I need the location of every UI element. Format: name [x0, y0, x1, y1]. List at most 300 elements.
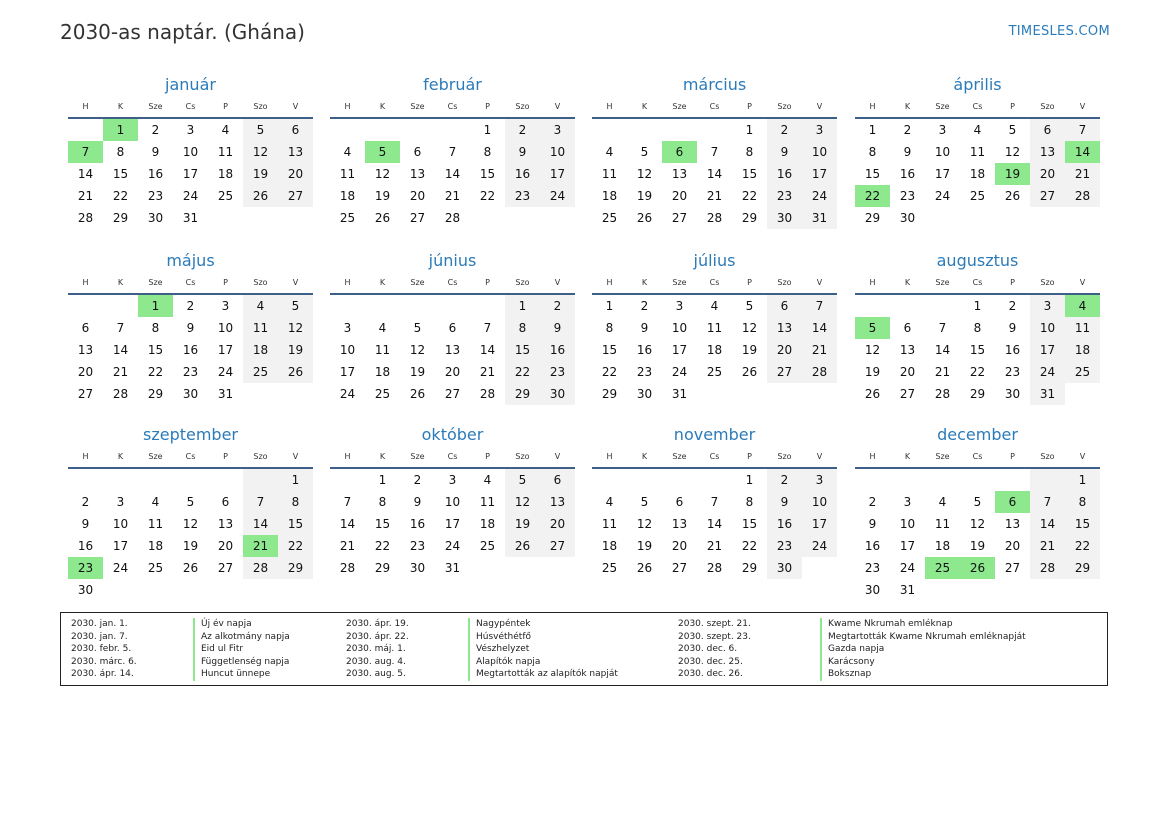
- weekday-label: Sze: [935, 102, 950, 111]
- day-cell: 22: [479, 189, 496, 203]
- day-cell: 24: [112, 561, 129, 575]
- day-cell: 11: [147, 517, 164, 531]
- day-cell: 11: [969, 145, 986, 159]
- day-cell: 13: [540, 491, 575, 513]
- day-cell: 6: [767, 295, 802, 317]
- empty-cell: [243, 207, 278, 229]
- day-cell: 16: [767, 163, 802, 185]
- day-cell: 22: [741, 539, 758, 553]
- day-cell: 4: [151, 495, 160, 509]
- day-cell: 27: [767, 361, 802, 383]
- legend-holiday-name: Vészhelyzet: [468, 643, 529, 656]
- day-cell: 23: [1004, 365, 1021, 379]
- legend-holiday-name: Megtartották Kwame Nkrumah emléknapját: [820, 631, 1026, 644]
- day-cell: 22: [374, 539, 391, 553]
- empty-cell: [470, 557, 505, 579]
- weekday-label: Cs: [972, 278, 983, 287]
- empty-cell: [470, 207, 505, 229]
- day-cell: 30: [636, 387, 653, 401]
- day-cell: 3: [186, 123, 195, 137]
- day-cell: 9: [186, 321, 195, 335]
- weekday-label: K: [117, 452, 124, 461]
- empty-cell: [995, 579, 1030, 601]
- month-name: április: [953, 75, 1002, 94]
- day-cell: 18: [1065, 339, 1100, 361]
- weekday-label: Sze: [410, 278, 425, 287]
- day-cell: 15: [112, 167, 129, 181]
- empty-cell: [1065, 579, 1100, 601]
- weekday-label: V: [1079, 102, 1086, 111]
- day-cell: 11: [601, 517, 618, 531]
- weekday-label: K: [904, 102, 911, 111]
- month-3: [592, 73, 837, 229]
- day-cell: 28: [802, 361, 837, 383]
- day-cell: 8: [151, 321, 160, 335]
- month-name: február: [423, 75, 482, 94]
- day-cell: 18: [147, 539, 164, 553]
- empty-cell: [960, 579, 995, 601]
- day-cell: 6: [995, 491, 1030, 513]
- day-cell: 26: [243, 185, 278, 207]
- day-cell: 15: [374, 517, 391, 531]
- empty-cell: [540, 207, 575, 229]
- day-cell: 13: [444, 343, 461, 357]
- day-cell: 6: [221, 495, 230, 509]
- day-cell: 28: [1030, 557, 1065, 579]
- day-cell: 8: [973, 321, 982, 335]
- day-cell: 31: [802, 207, 837, 229]
- day-cell: 5: [640, 495, 649, 509]
- month-name: szeptember: [142, 425, 238, 444]
- day-cell: 8: [868, 145, 877, 159]
- day-cell: 16: [864, 539, 881, 553]
- day-cell: 30: [77, 583, 94, 597]
- day-cell: 13: [1004, 517, 1021, 531]
- day-cell: 27: [409, 211, 426, 225]
- empty-cell: [400, 295, 435, 317]
- weekday-label: H: [344, 102, 351, 111]
- day-cell: 26: [636, 561, 653, 575]
- weekday-label: K: [117, 102, 124, 111]
- day-cell: 26: [182, 561, 199, 575]
- day-cell: 28: [444, 211, 461, 225]
- day-cell: 5: [1008, 123, 1017, 137]
- weekday-header: [330, 447, 575, 469]
- day-cell: 7: [68, 141, 103, 163]
- empty-cell: [627, 469, 662, 491]
- day-cell: 11: [601, 167, 618, 181]
- day-cell: 15: [741, 167, 758, 181]
- day-cell: 28: [77, 211, 94, 225]
- day-cell: 24: [671, 365, 688, 379]
- empty-cell: [278, 579, 313, 601]
- empty-cell: [662, 119, 697, 141]
- day-cell: 28: [243, 557, 278, 579]
- weekday-label: Sze: [672, 102, 687, 111]
- day-cell: 2: [640, 299, 649, 313]
- day-cell: 7: [802, 295, 837, 317]
- day-cell: 31: [899, 583, 916, 597]
- day-cell: 22: [855, 185, 890, 207]
- empty-cell: [68, 295, 103, 317]
- weekday-label: Szo: [253, 452, 268, 461]
- month-7: [592, 249, 837, 405]
- legend-date: 2030. jan. 1.: [71, 619, 128, 629]
- day-cell: 30: [409, 561, 426, 575]
- day-cell: 6: [903, 321, 912, 335]
- month-8: [855, 249, 1100, 405]
- day-cell: 5: [243, 119, 278, 141]
- day-cell: 2: [540, 295, 575, 317]
- legend-date: 2030. aug. 5.: [346, 669, 406, 679]
- day-cell: 5: [640, 145, 649, 159]
- day-cell: 22: [601, 365, 618, 379]
- day-cell: 24: [802, 185, 837, 207]
- day-cell: 15: [278, 513, 313, 535]
- empty-cell: [278, 207, 313, 229]
- day-cell: 11: [479, 495, 496, 509]
- day-cell: 18: [934, 539, 951, 553]
- day-cell: 15: [601, 343, 618, 357]
- day-cell: 1: [745, 123, 754, 137]
- day-cell: 14: [112, 343, 129, 357]
- day-cell: 28: [112, 387, 129, 401]
- day-cell: 3: [448, 473, 457, 487]
- day-cell: 4: [605, 145, 614, 159]
- day-cell: 24: [339, 387, 356, 401]
- day-cell: 24: [217, 365, 234, 379]
- day-cell: 17: [671, 343, 688, 357]
- empty-cell: [173, 469, 208, 491]
- day-cell: 2: [767, 469, 802, 491]
- day-cell: 7: [710, 495, 719, 509]
- day-cell: 21: [934, 365, 951, 379]
- day-cell: 6: [278, 119, 313, 141]
- empty-cell: [330, 469, 365, 491]
- day-cell: 11: [374, 343, 391, 357]
- day-cell: 31: [671, 387, 688, 401]
- day-grid: [592, 295, 837, 405]
- day-cell: 27: [671, 561, 688, 575]
- legend-date: 2030. szept. 21.: [678, 619, 751, 629]
- empty-cell: [697, 119, 732, 141]
- day-cell: 15: [969, 343, 986, 357]
- day-cell: 12: [636, 517, 653, 531]
- month-9: [68, 423, 313, 601]
- day-cell: 10: [1030, 317, 1065, 339]
- day-cell: 1: [278, 469, 313, 491]
- day-cell: 7: [483, 321, 492, 335]
- weekday-label: Sze: [148, 278, 163, 287]
- day-cell: 1: [138, 295, 173, 317]
- day-cell: 15: [864, 167, 881, 181]
- weekday-label: Sze: [672, 452, 687, 461]
- day-cell: 24: [444, 539, 461, 553]
- day-cell: 1: [973, 299, 982, 313]
- legend-date: 2030. jan. 7.: [71, 631, 128, 642]
- day-cell: 7: [938, 321, 947, 335]
- day-cell: 13: [767, 317, 802, 339]
- day-cell: 27: [77, 387, 94, 401]
- day-cell: 4: [378, 321, 387, 335]
- day-cell: 16: [77, 539, 94, 553]
- day-cell: 26: [374, 211, 391, 225]
- weekday-label: K: [379, 278, 386, 287]
- day-cell: 4: [1065, 295, 1100, 317]
- day-cell: 23: [540, 361, 575, 383]
- day-cell: 15: [505, 339, 540, 361]
- day-cell: 27: [671, 211, 688, 225]
- day-cell: 8: [116, 145, 125, 159]
- weekday-label: Szo: [1040, 102, 1055, 111]
- day-cell: 2: [767, 119, 802, 141]
- day-cell: 18: [243, 339, 278, 361]
- weekday-label: Cs: [185, 452, 196, 461]
- weekday-label: V: [816, 452, 823, 461]
- day-cell: 29: [741, 211, 758, 225]
- empty-cell: [103, 295, 138, 317]
- day-cell: 16: [505, 163, 540, 185]
- day-cell: 26: [741, 365, 758, 379]
- day-cell: 10: [540, 141, 575, 163]
- day-grid: [330, 119, 575, 229]
- day-cell: 21: [706, 189, 723, 203]
- empty-cell: [890, 295, 925, 317]
- day-cell: 4: [483, 473, 492, 487]
- day-cell: 14: [479, 343, 496, 357]
- day-cell: 25: [339, 211, 356, 225]
- day-cell: 11: [934, 517, 951, 531]
- day-grid: [68, 469, 313, 601]
- empty-cell: [592, 469, 627, 491]
- day-cell: 16: [540, 339, 575, 361]
- day-cell: 2: [868, 495, 877, 509]
- day-cell: 8: [505, 317, 540, 339]
- day-cell: 19: [636, 189, 653, 203]
- weekday-label: H: [869, 452, 876, 461]
- weekday-label: Cs: [709, 278, 720, 287]
- day-cell: 27: [540, 535, 575, 557]
- weekday-label: P: [1010, 278, 1015, 287]
- day-cell: 26: [1004, 189, 1021, 203]
- empty-cell: [925, 469, 960, 491]
- day-grid: [855, 119, 1100, 229]
- day-cell: 27: [278, 185, 313, 207]
- empty-cell: [103, 579, 138, 601]
- day-cell: 8: [745, 145, 754, 159]
- empty-cell: [802, 557, 837, 579]
- legend-holiday-name: Függetlenség napja: [193, 656, 289, 669]
- day-cell: 11: [339, 167, 356, 181]
- weekday-label: P: [1010, 452, 1015, 461]
- legend-holiday-name: Gazda napja: [820, 643, 884, 656]
- empty-cell: [505, 557, 540, 579]
- day-cell: 19: [182, 539, 199, 553]
- day-cell: 25: [243, 361, 278, 383]
- weekday-label: Szo: [253, 102, 268, 111]
- weekday-label: Cs: [972, 452, 983, 461]
- empty-cell: [330, 295, 365, 317]
- day-cell: 7: [243, 491, 278, 513]
- month-2: [330, 73, 575, 229]
- day-cell: 31: [217, 387, 234, 401]
- day-cell: 8: [278, 491, 313, 513]
- day-cell: 25: [217, 189, 234, 203]
- day-cell: 9: [767, 491, 802, 513]
- day-cell: 9: [640, 321, 649, 335]
- day-cell: 14: [934, 343, 951, 357]
- day-grid: [592, 119, 837, 229]
- day-cell: 30: [147, 211, 164, 225]
- day-cell: 27: [1004, 561, 1021, 575]
- weekday-label: P: [485, 102, 490, 111]
- day-cell: 19: [243, 163, 278, 185]
- day-cell: 15: [1065, 513, 1100, 535]
- day-cell: 3: [343, 321, 352, 335]
- day-cell: 12: [243, 141, 278, 163]
- day-cell: 27: [217, 561, 234, 575]
- day-cell: 18: [601, 189, 618, 203]
- day-cell: 25: [374, 387, 391, 401]
- month-name: május: [166, 251, 215, 270]
- day-cell: 7: [343, 495, 352, 509]
- day-cell: 23: [767, 535, 802, 557]
- day-cell: 13: [77, 343, 94, 357]
- day-cell: 30: [864, 583, 881, 597]
- day-cell: 1: [378, 473, 387, 487]
- legend-date: 2030. márc. 6.: [71, 656, 137, 667]
- day-cell: 21: [706, 539, 723, 553]
- day-cell: 31: [182, 211, 199, 225]
- day-cell: 28: [1065, 185, 1100, 207]
- day-cell: 17: [540, 163, 575, 185]
- day-cell: 2: [81, 495, 90, 509]
- day-cell: 24: [802, 535, 837, 557]
- day-grid: [855, 295, 1100, 405]
- day-cell: 21: [339, 539, 356, 553]
- day-cell: 18: [339, 189, 356, 203]
- weekday-header: [68, 447, 313, 469]
- day-cell: 31: [444, 561, 461, 575]
- empty-cell: [505, 207, 540, 229]
- day-cell: 7: [116, 321, 125, 335]
- day-cell: 16: [899, 167, 916, 181]
- weekday-label: H: [869, 278, 876, 287]
- empty-cell: [278, 383, 313, 405]
- day-cell: 6: [448, 321, 457, 335]
- day-cell: 30: [540, 383, 575, 405]
- weekday-label: Szo: [777, 102, 792, 111]
- weekday-label: H: [82, 452, 89, 461]
- weekday-label: Cs: [709, 102, 720, 111]
- day-cell: 12: [182, 517, 199, 531]
- day-cell: 16: [1004, 343, 1021, 357]
- empty-cell: [1030, 469, 1065, 491]
- empty-cell: [1065, 207, 1100, 229]
- empty-cell: [208, 579, 243, 601]
- empty-cell: [435, 295, 470, 317]
- day-cell: 17: [182, 167, 199, 181]
- day-cell: 5: [278, 295, 313, 317]
- day-cell: 10: [339, 343, 356, 357]
- day-cell: 1: [745, 473, 754, 487]
- day-cell: 2: [151, 123, 160, 137]
- weekday-label: K: [379, 452, 386, 461]
- weekday-label: P: [485, 278, 490, 287]
- day-cell: 18: [601, 539, 618, 553]
- day-cell: 14: [339, 517, 356, 531]
- day-cell: 29: [1065, 557, 1100, 579]
- day-cell: 23: [147, 189, 164, 203]
- month-10: [330, 423, 575, 579]
- day-cell: 12: [741, 321, 758, 335]
- day-grid: [855, 469, 1100, 601]
- empty-cell: [925, 579, 960, 601]
- month-name: augusztus: [936, 251, 1019, 270]
- day-cell: 2: [413, 473, 422, 487]
- weekday-header: [855, 97, 1100, 119]
- weekday-label: P: [1010, 102, 1015, 111]
- legend-date: 2030. ápr. 19.: [346, 619, 409, 629]
- weekday-label: H: [82, 102, 89, 111]
- day-cell: 29: [864, 211, 881, 225]
- day-cell: 12: [505, 491, 540, 513]
- weekday-label: K: [641, 102, 648, 111]
- day-cell: 20: [899, 365, 916, 379]
- day-cell: 9: [767, 141, 802, 163]
- day-cell: 19: [374, 189, 391, 203]
- day-cell: 19: [969, 539, 986, 553]
- day-cell: 24: [899, 561, 916, 575]
- day-cell: 20: [444, 365, 461, 379]
- empty-cell: [697, 469, 732, 491]
- day-cell: 25: [601, 211, 618, 225]
- day-cell: 28: [706, 211, 723, 225]
- legend-holiday-name: Megtartották az alapítók napját: [468, 668, 618, 681]
- day-cell: 6: [540, 469, 575, 491]
- day-cell: 10: [802, 141, 837, 163]
- brand-link[interactable]: TIMESLES.COM: [1008, 24, 1110, 39]
- day-cell: 1: [505, 295, 540, 317]
- day-cell: 12: [864, 343, 881, 357]
- empty-cell: [855, 295, 890, 317]
- day-cell: 21: [444, 189, 461, 203]
- empty-cell: [173, 579, 208, 601]
- day-cell: 17: [899, 539, 916, 553]
- day-cell: 27: [1030, 185, 1065, 207]
- day-cell: 5: [413, 321, 422, 335]
- empty-cell: [925, 295, 960, 317]
- month-11: [592, 423, 837, 579]
- day-cell: 13: [671, 517, 688, 531]
- legend-date: 2030. szept. 23.: [678, 631, 751, 642]
- day-cell: 5: [505, 469, 540, 491]
- day-cell: 2: [505, 119, 540, 141]
- weekday-label: Szo: [777, 278, 792, 287]
- day-cell: 28: [934, 387, 951, 401]
- weekday-label: Cs: [185, 102, 196, 111]
- weekday-label: Sze: [148, 102, 163, 111]
- weekday-header: [855, 273, 1100, 295]
- day-grid: [330, 295, 575, 405]
- day-cell: 11: [706, 321, 723, 335]
- empty-cell: [662, 469, 697, 491]
- legend-date: 2030. ápr. 14.: [71, 669, 134, 679]
- day-cell: 22: [1065, 535, 1100, 557]
- day-cell: 13: [671, 167, 688, 181]
- day-cell: 11: [217, 145, 234, 159]
- day-cell: 16: [182, 343, 199, 357]
